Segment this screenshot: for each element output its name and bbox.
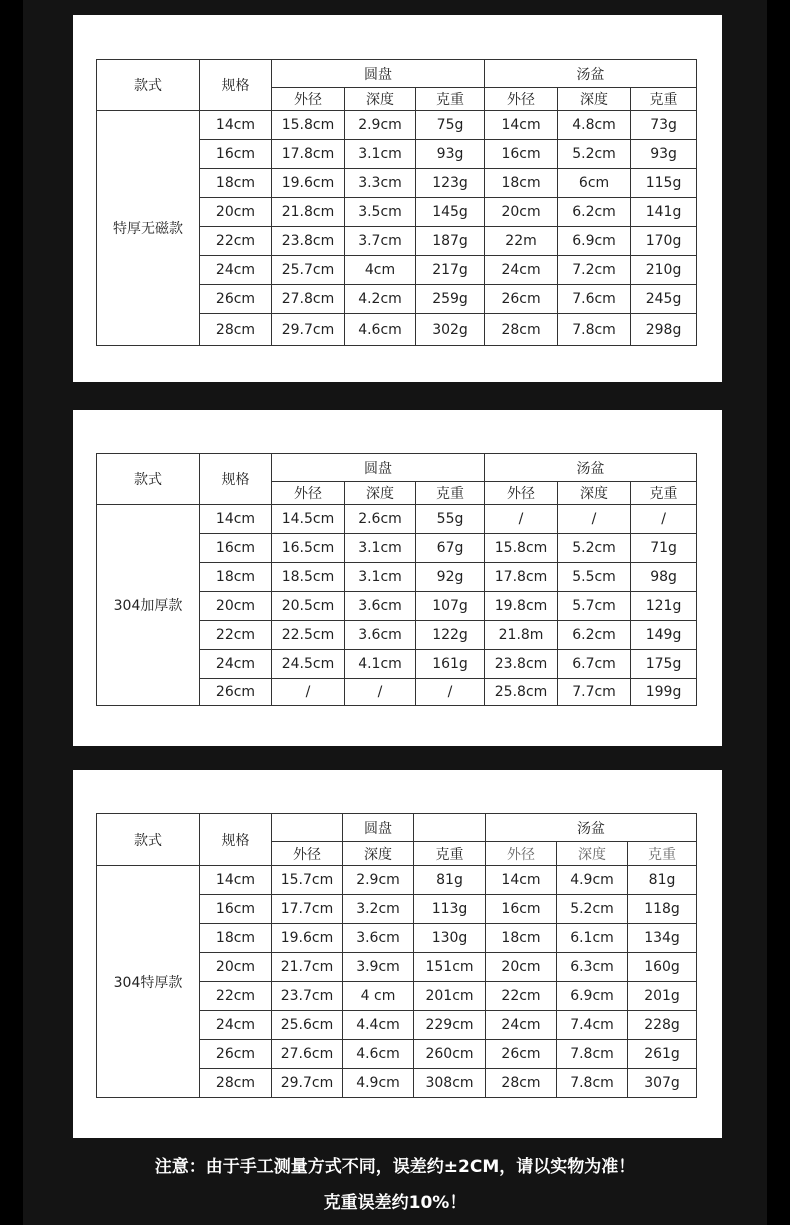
subheader-bowl-depth: 深度 xyxy=(557,842,628,866)
cell: 20cm xyxy=(200,953,272,982)
cell: 4.4cm xyxy=(343,1011,414,1040)
cell: 3.2cm xyxy=(343,895,414,924)
header-plate: 圆盘 xyxy=(272,454,485,482)
header-spec: 规格 xyxy=(200,454,272,505)
cell: 18.5cm xyxy=(272,563,345,592)
subheader-bowl-diameter: 外径 xyxy=(485,88,558,111)
cell: 71g xyxy=(631,534,697,563)
cell: 141g xyxy=(631,198,697,227)
cell: 18cm xyxy=(200,563,272,592)
cell: 28cm xyxy=(200,1069,272,1098)
subheader-plate-depth: 深度 xyxy=(343,842,414,866)
cell: 21.8m xyxy=(485,621,558,650)
cell: 14cm xyxy=(486,866,557,895)
cell: 14cm xyxy=(200,866,272,895)
cell: 4.2cm xyxy=(345,285,416,314)
right-border-stripe xyxy=(767,0,790,1225)
cell: 18cm xyxy=(200,924,272,953)
cell: 187g xyxy=(416,227,485,256)
cell: 149g xyxy=(631,621,697,650)
cell: 307g xyxy=(628,1069,697,1098)
cell: 259g xyxy=(416,285,485,314)
cell: 22cm xyxy=(200,621,272,650)
header-style: 款式 xyxy=(97,60,200,111)
size-table-panel-1 xyxy=(73,15,722,382)
cell: 22.5cm xyxy=(272,621,345,650)
cell: 6.2cm xyxy=(558,621,631,650)
cell: 92g xyxy=(416,563,485,592)
cell: 6.1cm xyxy=(557,924,628,953)
cell: 81g xyxy=(414,866,486,895)
cell: 160g xyxy=(628,953,697,982)
cell: 175g xyxy=(631,650,697,679)
cell: 7.8cm xyxy=(558,314,631,346)
cell: 6cm xyxy=(558,169,631,198)
cell: 6.3cm xyxy=(557,953,628,982)
weight-note: 克重误差约10%！ xyxy=(323,1193,467,1213)
cell: 25.6cm xyxy=(272,1011,343,1040)
cell: 121g xyxy=(631,592,697,621)
cell: 24cm xyxy=(485,256,558,285)
cell: 170g xyxy=(631,227,697,256)
cell: / xyxy=(558,505,631,534)
cell: 24cm xyxy=(200,256,272,285)
cell: 5.5cm xyxy=(558,563,631,592)
cell: 7.6cm xyxy=(558,285,631,314)
cell: 3.6cm xyxy=(345,621,416,650)
cell: 24cm xyxy=(486,1011,557,1040)
cell: 26cm xyxy=(200,679,272,706)
cell: 16cm xyxy=(200,895,272,924)
cell: 261g xyxy=(628,1040,697,1069)
size-table-panel-3 xyxy=(73,770,722,1138)
header-bowl: 汤盆 xyxy=(486,814,697,842)
cell: 24cm xyxy=(200,1011,272,1040)
cell: 29.7cm xyxy=(272,1069,343,1098)
header-blank-left xyxy=(272,814,343,842)
cell: / xyxy=(345,679,416,706)
cell: 19.6cm xyxy=(272,169,345,198)
header-style: 款式 xyxy=(97,454,200,505)
header-plate: 圆盘 xyxy=(343,814,414,842)
header-bowl: 汤盆 xyxy=(485,454,697,482)
cell: 18cm xyxy=(200,169,272,198)
cell: 27.6cm xyxy=(272,1040,343,1069)
cell: 5.7cm xyxy=(558,592,631,621)
cell: 3.5cm xyxy=(345,198,416,227)
cell: 4.6cm xyxy=(345,314,416,346)
cell: 3.1cm xyxy=(345,140,416,169)
cell: 25.7cm xyxy=(272,256,345,285)
cell: 107g xyxy=(416,592,485,621)
cell: 302g xyxy=(416,314,485,346)
cell: 298g xyxy=(631,314,697,346)
cell: 16cm xyxy=(485,140,558,169)
cell: 14cm xyxy=(200,111,272,140)
cell: 245g xyxy=(631,285,697,314)
cell: 26cm xyxy=(486,1040,557,1069)
cell: 24cm xyxy=(200,650,272,679)
cell: 21.7cm xyxy=(272,953,343,982)
subheader-plate-weight: 克重 xyxy=(416,88,485,111)
cell: 228g xyxy=(628,1011,697,1040)
cell: 3.1cm xyxy=(345,534,416,563)
cell: 17.8cm xyxy=(485,563,558,592)
cell: 81g xyxy=(628,866,697,895)
subheader-plate-diameter: 外径 xyxy=(272,842,343,866)
cell: 16cm xyxy=(200,534,272,563)
cell: 6.7cm xyxy=(558,650,631,679)
subheader-plate-depth: 深度 xyxy=(345,88,416,111)
cell: 28cm xyxy=(200,314,272,346)
style-name-cell: 304加厚款 xyxy=(97,505,200,706)
cell: 3.6cm xyxy=(345,592,416,621)
style-name-cell: 304特厚款 xyxy=(97,866,200,1098)
cell: 15.8cm xyxy=(272,111,345,140)
cell: 18cm xyxy=(485,169,558,198)
style-name-cell: 特厚无磁款 xyxy=(97,111,200,346)
cell: 210g xyxy=(631,256,697,285)
cell: 3.1cm xyxy=(345,563,416,592)
cell: 29.7cm xyxy=(272,314,345,346)
subheader-bowl-weight: 克重 xyxy=(631,482,697,505)
cell: 19.6cm xyxy=(272,924,343,953)
cell: 28cm xyxy=(486,1069,557,1098)
cell: 26cm xyxy=(485,285,558,314)
cell: 22cm xyxy=(200,982,272,1011)
cell: 26cm xyxy=(200,285,272,314)
cell: 14cm xyxy=(485,111,558,140)
cell: / xyxy=(416,679,485,706)
cell: 67g xyxy=(416,534,485,563)
cell: 7.7cm xyxy=(558,679,631,706)
header-plate: 圆盘 xyxy=(272,60,485,88)
cell: 4 cm xyxy=(343,982,414,1011)
cell: 3.3cm xyxy=(345,169,416,198)
cell: 2.9cm xyxy=(345,111,416,140)
cell: 130g xyxy=(414,924,486,953)
cell: 4.8cm xyxy=(558,111,631,140)
cell: 4cm xyxy=(345,256,416,285)
cell: 24.5cm xyxy=(272,650,345,679)
cell: 4.9cm xyxy=(557,866,628,895)
cell: 2.6cm xyxy=(345,505,416,534)
subheader-bowl-weight: 克重 xyxy=(628,842,697,866)
cell: 22m xyxy=(485,227,558,256)
subheader-bowl-diameter: 外径 xyxy=(485,482,558,505)
cell: 5.2cm xyxy=(557,895,628,924)
cell: 93g xyxy=(631,140,697,169)
cell: 115g xyxy=(631,169,697,198)
subheader-bowl-depth: 深度 xyxy=(558,482,631,505)
cell: 6.2cm xyxy=(558,198,631,227)
cell: 3.6cm xyxy=(343,924,414,953)
table-row xyxy=(97,111,697,140)
cell: 14cm xyxy=(200,505,272,534)
subheader-plate-weight: 克重 xyxy=(416,482,485,505)
cell: / xyxy=(272,679,345,706)
subheader-bowl-weight: 克重 xyxy=(631,88,697,111)
cell: 2.9cm xyxy=(343,866,414,895)
subheader-plate-diameter: 外径 xyxy=(272,88,345,111)
cell: 20cm xyxy=(486,953,557,982)
cell: 229cm xyxy=(414,1011,486,1040)
cell: 14.5cm xyxy=(272,505,345,534)
cell: 20cm xyxy=(200,198,272,227)
cell: 199g xyxy=(631,679,697,706)
cell: / xyxy=(485,505,558,534)
cell: 28cm xyxy=(485,314,558,346)
cell: 4.9cm xyxy=(343,1069,414,1098)
cell: 7.8cm xyxy=(557,1040,628,1069)
cell: 23.7cm xyxy=(272,982,343,1011)
header-spec: 规格 xyxy=(200,60,272,111)
cell: 15.8cm xyxy=(485,534,558,563)
cell: 16cm xyxy=(486,895,557,924)
cell: 23.8cm xyxy=(485,650,558,679)
cell: 123g xyxy=(416,169,485,198)
header-blank-right xyxy=(414,814,486,842)
cell: 7.8cm xyxy=(557,1069,628,1098)
cell: 26cm xyxy=(200,1040,272,1069)
size-table-panel-2 xyxy=(73,410,722,746)
cell: 3.9cm xyxy=(343,953,414,982)
cell: 122g xyxy=(416,621,485,650)
left-border-stripe xyxy=(0,0,23,1225)
cell: 4.1cm xyxy=(345,650,416,679)
subheader-bowl-depth: 深度 xyxy=(558,88,631,111)
cell: 161g xyxy=(416,650,485,679)
measurement-note: 注意：由于手工测量方式不同，误差约±2CM，请以实物为准！ xyxy=(154,1157,636,1177)
cell: 217g xyxy=(416,256,485,285)
cell: 5.2cm xyxy=(558,534,631,563)
table-row xyxy=(97,505,697,534)
cell: 113g xyxy=(414,895,486,924)
cell: 15.7cm xyxy=(272,866,343,895)
cell: 4.6cm xyxy=(343,1040,414,1069)
cell: 73g xyxy=(631,111,697,140)
cell: 3.7cm xyxy=(345,227,416,256)
cell: 7.4cm xyxy=(557,1011,628,1040)
cell: 22cm xyxy=(486,982,557,1011)
cell: / xyxy=(631,505,697,534)
cell: 118g xyxy=(628,895,697,924)
cell: 23.8cm xyxy=(272,227,345,256)
cell: 20.5cm xyxy=(272,592,345,621)
cell: 6.9cm xyxy=(558,227,631,256)
header-spec: 规格 xyxy=(200,814,272,866)
size-table-extra-thick-nonmagnetic xyxy=(96,59,697,346)
cell: 7.2cm xyxy=(558,256,631,285)
cell: 98g xyxy=(631,563,697,592)
subheader-plate-weight: 克重 xyxy=(414,842,486,866)
cell: 134g xyxy=(628,924,697,953)
header-bowl: 汤盆 xyxy=(485,60,697,88)
size-table-304-thickened xyxy=(96,453,697,706)
subheader-bowl-diameter: 外径 xyxy=(486,842,557,866)
cell: 20cm xyxy=(485,198,558,227)
cell: 18cm xyxy=(486,924,557,953)
cell: 75g xyxy=(416,111,485,140)
subheader-plate-depth: 深度 xyxy=(345,482,416,505)
cell: 17.8cm xyxy=(272,140,345,169)
cell: 201g xyxy=(628,982,697,1011)
cell: 16cm xyxy=(200,140,272,169)
cell: 25.8cm xyxy=(485,679,558,706)
cell: 21.8cm xyxy=(272,198,345,227)
cell: 20cm xyxy=(200,592,272,621)
cell: 151cm xyxy=(414,953,486,982)
cell: 5.2cm xyxy=(558,140,631,169)
cell: 16.5cm xyxy=(272,534,345,563)
size-table-304-extra-thick xyxy=(96,813,697,1098)
table-row xyxy=(97,866,697,895)
cell: 22cm xyxy=(200,227,272,256)
cell: 19.8cm xyxy=(485,592,558,621)
cell: 201cm xyxy=(414,982,486,1011)
cell: 55g xyxy=(416,505,485,534)
subheader-plate-diameter: 外径 xyxy=(272,482,345,505)
cell: 145g xyxy=(416,198,485,227)
header-style: 款式 xyxy=(97,814,200,866)
cell: 27.8cm xyxy=(272,285,345,314)
cell: 17.7cm xyxy=(272,895,343,924)
cell: 93g xyxy=(416,140,485,169)
cell: 6.9cm xyxy=(557,982,628,1011)
cell: 260cm xyxy=(414,1040,486,1069)
cell: 308cm xyxy=(414,1069,486,1098)
